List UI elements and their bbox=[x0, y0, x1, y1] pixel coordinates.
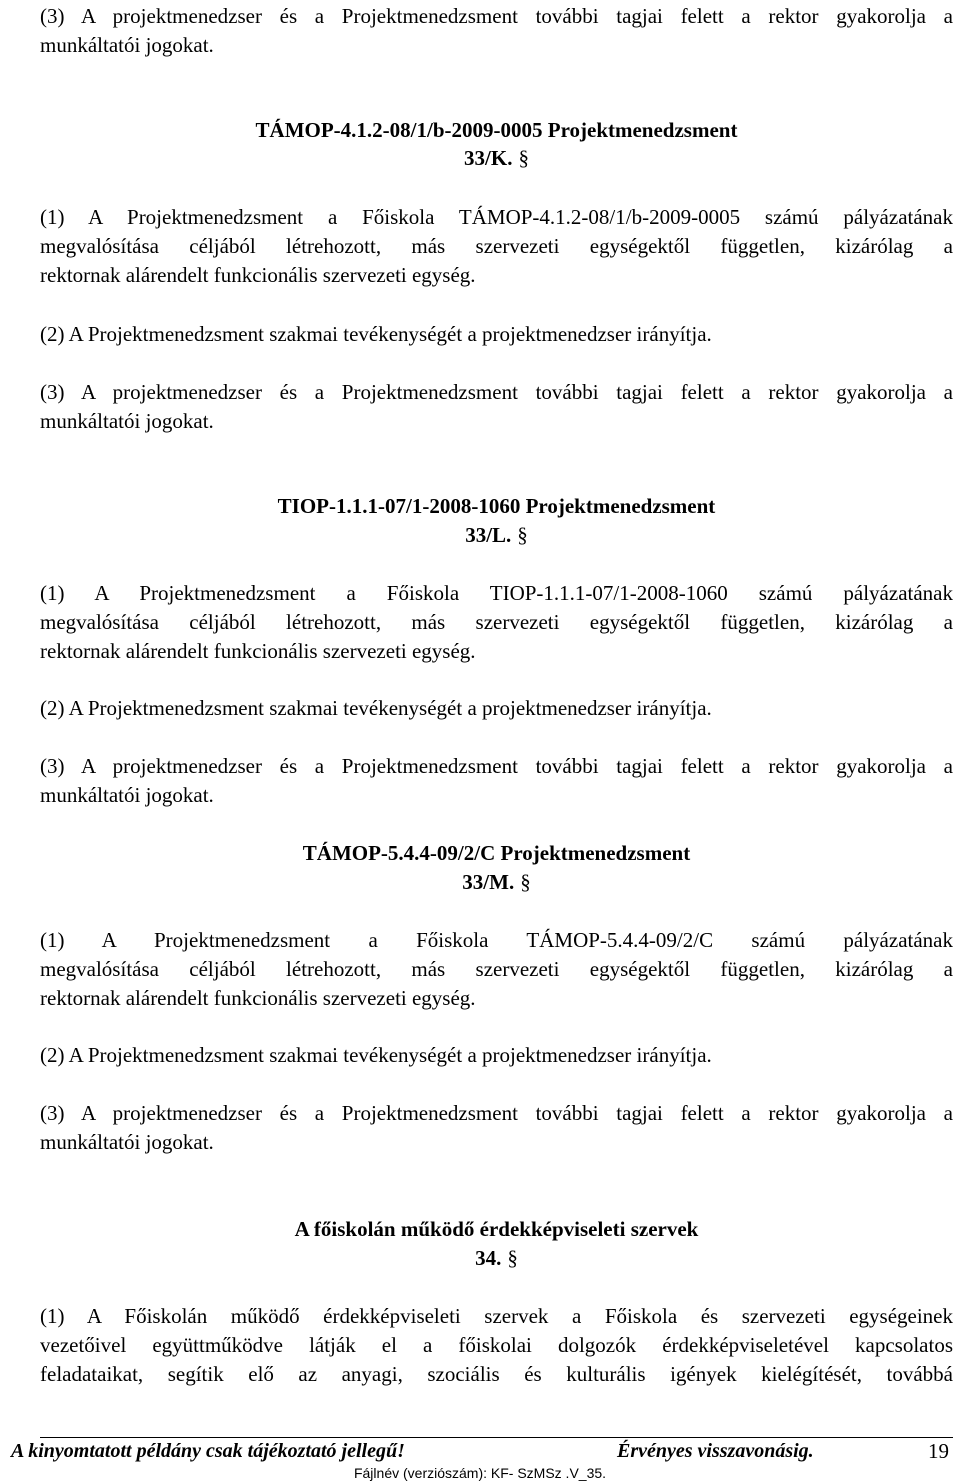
section-heading: A főiskolán működő érdekképviseleti szervek bbox=[294, 1217, 699, 1241]
paragraph-2 bbox=[40, 694, 953, 723]
text-line: (3) A projektmenedzser és a Projektmenedzsment további tagjai felett a rektor gyakorolja a bbox=[40, 754, 953, 778]
text-line: munkáltatói jogokat. bbox=[40, 409, 214, 433]
text-line: megvalósítása céljából létrehozott, más szervezeti egységektől független, kizárólag a bbox=[40, 957, 953, 981]
text-line: rektornak alárendelt funkcionális szervezeti egység. bbox=[40, 639, 476, 663]
section-number-text: 33/M. bbox=[462, 870, 515, 894]
text-line: munkáltatói jogokat. bbox=[40, 783, 214, 807]
text-line: (2) A Projektmenedzsment szakmai tevékenységét a projektmenedzser irányítja. bbox=[40, 322, 712, 346]
page-number: 19 bbox=[928, 1439, 949, 1463]
section-number bbox=[40, 1244, 953, 1273]
section-number-text: 33/K. bbox=[464, 146, 513, 170]
paragraph-1 bbox=[40, 926, 953, 1013]
footer-notice: A kinyomtatott példány csak tájékoztató jellegű! bbox=[11, 1440, 405, 1462]
text-line: (2) A Projektmenedzsment szakmai tevékenységét a projektmenedzser irányítja. bbox=[40, 1043, 712, 1067]
text-line: (1) A Projektmenedzsment a Főiskola TÁMOP-5.4.4-09/2/C számú pályázatának bbox=[40, 928, 953, 952]
text-line: megvalósítása céljából létrehozott, más szervezeti egységektől független, kizárólag a bbox=[40, 610, 953, 634]
text-line: rektornak alárendelt funkcionális szervezeti egység. bbox=[40, 986, 476, 1010]
section-heading: TÁMOP-5.4.4-09/2/C Projektmenedzsment bbox=[302, 841, 691, 865]
section-number-text: 34. bbox=[475, 1246, 502, 1270]
text-line: (1) A Projektmenedzsment a Főiskola TIOP-1.1.1-07/1-2008-1060 számú pályázatának bbox=[40, 581, 953, 605]
text-line: megvalósítása céljából létrehozott, más szervezeti egységektől független, kizárólag a bbox=[40, 234, 953, 258]
page-footer bbox=[0, 1438, 960, 1483]
paragraph-1 bbox=[40, 203, 953, 290]
section-sign-icon: § bbox=[518, 146, 529, 170]
paragraph-3-continued bbox=[40, 2, 953, 60]
text-line: munkáltatói jogokat. bbox=[40, 1130, 214, 1154]
text-line: munkáltatói jogokat. bbox=[40, 33, 214, 57]
paragraph-2 bbox=[40, 320, 953, 349]
paragraph-3 bbox=[40, 1099, 953, 1157]
text-line: (3) A projektmenedzser és a Projektmenedzsment további tagjai felett a rektor gyakorolja a bbox=[40, 1101, 953, 1125]
paragraph-3 bbox=[40, 752, 953, 810]
section-heading: TÁMOP-4.1.2-08/1/b-2009-0005 Projektmenedzsment bbox=[255, 118, 738, 142]
paragraph-3 bbox=[40, 378, 953, 436]
text-line: (3) A projektmenedzser és a Projektmenedzsment további tagjai felett a rektor gyakorolja a bbox=[40, 4, 953, 28]
section-sign-icon: § bbox=[517, 523, 528, 547]
footer-validity: Érvényes visszavonásig. bbox=[617, 1440, 814, 1462]
footer-filename: Fájlnév (verziószám): KF- SzMSz .V_35. bbox=[353, 1465, 607, 1481]
paragraph-1 bbox=[40, 1302, 953, 1389]
text-line: (2) A Projektmenedzsment szakmai tevékenységét a projektmenedzser irányítja. bbox=[40, 696, 712, 720]
text-line: (3) A projektmenedzser és a Projektmenedzsment további tagjai felett a rektor gyakorolja a bbox=[40, 380, 953, 404]
section-number bbox=[40, 868, 953, 897]
section-sign-icon: § bbox=[520, 870, 531, 894]
paragraph-2 bbox=[40, 1041, 953, 1070]
text-line: (1) A Projektmenedzsment a Főiskola TÁMOP-4.1.2-08/1/b-2009-0005 számú pályázatának bbox=[40, 205, 953, 229]
section-sign-icon: § bbox=[507, 1246, 518, 1270]
paragraph-1 bbox=[40, 579, 953, 666]
text-line: vezetőivel együttműködve látják el a főiskolai dolgozók érdekképviseletével kapcsolatos bbox=[40, 1333, 953, 1357]
text-line: feladataikat, segítik elő az anyagi, szociális és kulturális igények kielégítését, továbbá bbox=[40, 1362, 953, 1386]
section-heading: TIOP-1.1.1-07/1-2008-1060 Projektmenedzsment bbox=[277, 494, 716, 518]
section-number-text: 33/L. bbox=[465, 523, 512, 547]
section-number bbox=[40, 144, 953, 173]
section-number bbox=[40, 521, 953, 550]
text-line: (1) A Főiskolán működő érdekképviseleti szervek a Főiskola és szervezeti egységeinek bbox=[40, 1304, 953, 1328]
text-line: rektornak alárendelt funkcionális szervezeti egység. bbox=[40, 263, 476, 287]
